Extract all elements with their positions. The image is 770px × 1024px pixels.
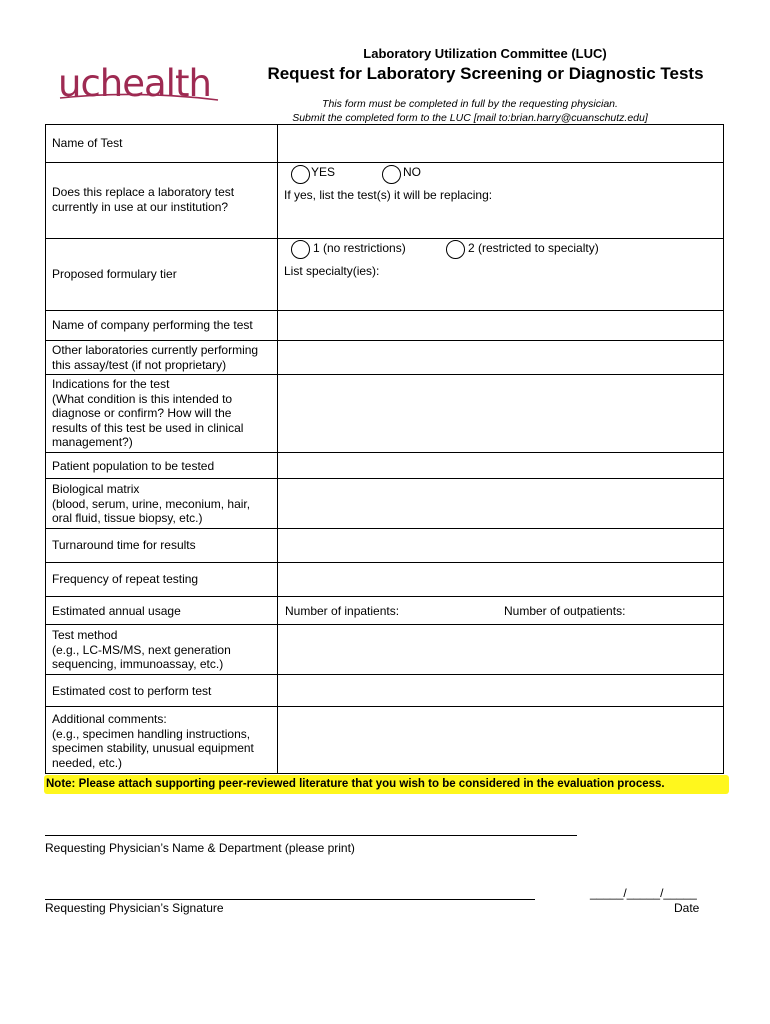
attachment-note: Note: Please attach supporting peer-reviewed literature that you wish to be considered in the evaluation process. — [44, 775, 729, 794]
yes-radio[interactable] — [291, 165, 310, 184]
label-turnaround: Turnaround time for results — [52, 538, 196, 552]
date-blank[interactable]: _____/_____/_____ — [590, 886, 697, 900]
specialty-prompt: List specialty(ies): — [284, 264, 380, 278]
label-annual-usage: Estimated annual usage — [52, 604, 181, 618]
label-formulary-tier: Proposed formulary tier — [52, 267, 177, 281]
comments-field[interactable] — [279, 708, 722, 772]
label-line: needed, etc.) — [52, 755, 123, 770]
yes-label: YES — [311, 165, 336, 179]
signature-label: Requesting Physician’s Signature — [45, 901, 224, 915]
row-divider — [45, 340, 724, 341]
label-line: Does this replace a laboratory test — [52, 185, 235, 199]
label-line: (What condition is this intended to — [52, 391, 233, 406]
date-label: Date — [674, 901, 700, 915]
column-divider — [277, 124, 278, 774]
no-radio[interactable] — [382, 165, 401, 184]
label-line: this assay/test (if not proprietary) — [52, 357, 227, 372]
no-label: NO — [403, 165, 421, 179]
label-line: oral fluid, tissue biopsy, etc.) — [52, 511, 203, 525]
label-line: diagnose or confirm? How will the — [52, 406, 232, 420]
outpatients-label: Number of outpatients: — [504, 604, 626, 618]
label-company: Name of company performing the test — [52, 318, 253, 332]
row-divider — [45, 374, 724, 375]
form-title: Request for Laboratory Screening or Diagnostic Tests — [267, 64, 704, 83]
row-divider — [45, 528, 724, 529]
label-line: management?) — [52, 435, 133, 449]
logo-swoosh-icon — [58, 82, 223, 104]
row-divider — [45, 562, 724, 563]
label-test-method — [52, 628, 277, 672]
tier-2-radio[interactable] — [446, 240, 465, 259]
instruction-line: Submit the completed form to the LUC [mail to:brian.harry@cuanschutz.edu] — [292, 112, 648, 124]
indications-field[interactable] — [279, 376, 722, 450]
tier-1-radio[interactable] — [291, 240, 310, 259]
tier-2-label: 2 (restricted to specialty) — [468, 241, 599, 255]
label-line: Biological matrix — [52, 482, 140, 496]
row-divider — [45, 674, 724, 675]
other-labs-field[interactable] — [279, 342, 722, 372]
label-line: Indications for the test — [52, 377, 170, 391]
label-line: currently in use at our institution? — [52, 199, 229, 214]
label-population: Patient population to be tested — [52, 459, 215, 473]
matrix-field[interactable] — [279, 480, 722, 526]
label-line: (blood, serum, urine, meconium, hair, — [52, 496, 251, 511]
label-frequency: Frequency of repeat testing — [52, 572, 199, 586]
method-field[interactable] — [279, 626, 722, 672]
label-line: specimen stability, unusual equipment — [52, 741, 254, 755]
replacing-prompt: If yes, list the test(s) it will be replacing: — [284, 188, 493, 202]
frequency-field[interactable] — [279, 564, 722, 594]
label-biological-matrix — [52, 482, 277, 526]
name-department-label: Requesting Physician’s Name & Department (please print) — [45, 841, 355, 855]
label-line: (e.g., LC-MS/MS, next generation — [52, 642, 231, 657]
row-divider — [45, 624, 724, 625]
row-divider — [45, 162, 724, 163]
inpatients-label: Number of inpatients: — [285, 604, 400, 618]
tier-1-label: 1 (no restrictions) — [313, 241, 406, 255]
uchealth-logo: uchealth — [58, 62, 211, 105]
cost-field[interactable] — [279, 676, 722, 704]
row-divider — [45, 596, 724, 597]
name-signature-line[interactable] — [45, 835, 577, 836]
signature-line[interactable] — [45, 899, 535, 900]
row-divider — [45, 452, 724, 453]
label-line: Other laboratories currently performing — [52, 343, 259, 357]
committee-name: Laboratory Utilization Committee (LUC) — [363, 46, 607, 61]
label-line: results of this test be used in clinical — [52, 420, 244, 435]
row-divider — [45, 706, 724, 707]
label-cost: Estimated cost to perform test — [52, 684, 212, 698]
turnaround-field[interactable] — [279, 530, 722, 560]
name-of-test-field[interactable] — [279, 126, 722, 160]
label-name-of-test: Name of Test — [52, 136, 123, 150]
label-line: (e.g., specimen handling instructions, — [52, 726, 251, 741]
label-line: sequencing, immunoassay, etc.) — [52, 657, 224, 671]
label-other-labs — [52, 343, 277, 372]
instructions — [260, 97, 680, 125]
label-comments — [52, 712, 277, 770]
population-field[interactable] — [279, 454, 722, 476]
label-line: Additional comments: — [52, 712, 167, 726]
row-divider — [45, 310, 724, 311]
label-indications — [52, 377, 277, 450]
label-line: Test method — [52, 628, 118, 642]
company-field[interactable] — [279, 312, 722, 338]
row-divider — [45, 238, 724, 239]
instruction-line: This form must be completed in full by the requesting physician. — [322, 98, 618, 110]
row-divider — [45, 478, 724, 479]
label-replace-question — [52, 185, 277, 214]
